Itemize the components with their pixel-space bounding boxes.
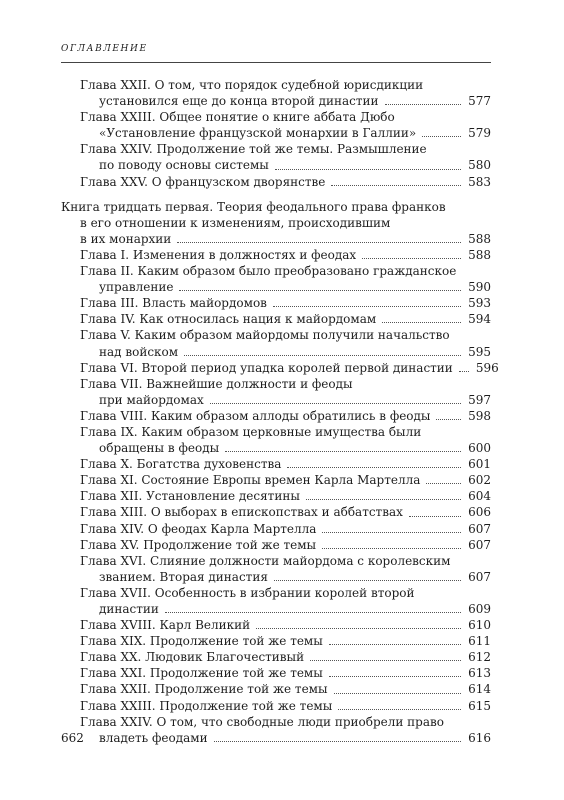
dot-leader [329, 644, 461, 645]
running-head: ОГЛАВЛЕНИЕ [61, 44, 148, 54]
toc-entry-line: Книга тридцать первая. Теория феодального права франков [61, 199, 446, 214]
toc-entry-line: Глава X. Богатства духовенства [80, 457, 282, 472]
dot-leader [275, 169, 461, 170]
toc-entry-title [80, 633, 465, 649]
toc-page-number: 583 [468, 174, 491, 189]
toc-entry-title [80, 311, 465, 327]
dot-leader [329, 676, 461, 677]
toc-entry-line: Глава VIII. Каким образом аллоды обратились в феоды [80, 408, 431, 423]
toc-entry-title [80, 617, 465, 633]
toc-chapter-entry[interactable] [61, 311, 491, 327]
toc-page-number: 610 [468, 618, 491, 633]
toc-page-number: 612 [468, 650, 491, 665]
toc-entry-title [80, 553, 465, 585]
toc-chapter-entry[interactable] [61, 553, 491, 585]
dot-leader [385, 104, 461, 105]
toc-chapter-entry[interactable] [61, 472, 491, 488]
toc-page-number: 607 [468, 569, 491, 584]
toc-entry-title [61, 199, 465, 247]
toc-entry-line: Глава XXII. О том, что порядок судебной юрисдикции [80, 78, 424, 92]
toc-page-number: 611 [468, 634, 491, 649]
dot-leader [214, 741, 461, 742]
toc-entry-title [80, 504, 465, 520]
dot-leader [256, 628, 461, 629]
dot-leader [165, 612, 461, 613]
dot-leader [409, 516, 461, 517]
dot-leader [382, 322, 461, 323]
toc-entry-title [80, 472, 465, 488]
toc-entry-title [80, 698, 465, 714]
toc-entry-title [80, 649, 465, 665]
toc-entry-line: Глава XXV. О французском дворянстве [80, 174, 326, 189]
header-rule [61, 62, 491, 63]
toc-entry-line: Глава XV. Продолжение той же темы [80, 537, 317, 552]
dot-leader [459, 371, 469, 372]
dot-leader [362, 258, 461, 259]
toc-entry-line: по поводу основы системы [99, 158, 269, 173]
toc-page-number: 609 [468, 602, 491, 616]
toc-page-number: 590 [468, 280, 491, 295]
toc-entry-line: Глава IX. Каким образом церковные имущества были [80, 424, 422, 439]
toc-page-number: 607 [468, 537, 491, 552]
toc-chapter-entry[interactable] [61, 424, 491, 456]
toc-page-number: 595 [468, 344, 491, 359]
toc-chapter-entry[interactable] [61, 247, 491, 263]
toc-chapter-entry[interactable] [61, 698, 491, 714]
toc-chapter-entry[interactable] [61, 633, 491, 649]
toc-chapter-entry[interactable] [61, 77, 491, 109]
toc-page-number: 613 [468, 666, 491, 681]
toc-entry-title [80, 174, 465, 190]
toc-entry-line: Глава XIII. О выборах в епископствах и аббатствах [80, 505, 403, 520]
toc-entry-line: обращены в феоды [99, 441, 220, 456]
dot-leader [422, 136, 461, 137]
toc-page-number: 597 [468, 392, 491, 407]
toc-entry-title [80, 681, 465, 697]
dot-leader [331, 185, 461, 186]
dot-leader [210, 403, 461, 404]
toc-chapter-entry[interactable] [61, 456, 491, 472]
toc-entry-line: Глава II. Каким образом было преобразовано гражданское [80, 264, 457, 279]
toc-page-number: 579 [468, 126, 491, 141]
toc-entry-line: Глава IV. Как относилась нация к майордомам [80, 312, 377, 327]
toc-entry-line: Глава XIX. Продолжение той же темы [80, 634, 323, 649]
toc-page-number: 596 [475, 360, 499, 375]
toc-chapter-entry[interactable] [61, 504, 491, 520]
toc-entry-title [80, 714, 465, 746]
toc-page-number: 580 [468, 158, 491, 173]
toc-page-number: 588 [468, 231, 491, 246]
dot-leader [436, 419, 461, 420]
toc-entry-line: Глава XXIV. О том, что свободные люди приобрели право [80, 714, 444, 729]
toc-page-number: 588 [468, 247, 491, 262]
toc-chapter-entry[interactable] [61, 617, 491, 633]
table-of-contents [61, 77, 499, 746]
toc-entry-title [80, 247, 465, 263]
toc-entry-title [80, 263, 465, 295]
dot-leader [177, 242, 461, 243]
toc-entry-line: владеть феодами [99, 730, 208, 745]
dot-leader [225, 451, 461, 452]
toc-entry-line: династии [99, 602, 159, 616]
toc-entry-line: Глава XX. Людовик Благочестивый [80, 650, 305, 665]
toc-entry-line: Глава XI. Состояние Европы времен Карла Мартелла [80, 473, 421, 488]
toc-entry-line: Глава XXII. Продолжение той же темы [80, 682, 328, 697]
toc-entry-line: Глава XVII. Особенность в избрании королей второй [80, 585, 415, 600]
toc-entry-line: Глава XIV. О феодах Карла Мартелла [80, 521, 317, 536]
toc-entry-line: Глава I. Изменения в должностях и феодах [80, 247, 357, 262]
toc-entry-line: в его отношении к изменениям, происходившим [80, 215, 391, 230]
toc-entry-title [80, 141, 465, 173]
toc-page-number: 593 [468, 296, 491, 311]
toc-chapter-entry[interactable] [61, 521, 491, 537]
toc-entry-line: управление [99, 280, 174, 295]
toc-chapter-entry[interactable] [61, 714, 491, 746]
toc-page-number: 604 [468, 489, 491, 504]
toc-page-number: 602 [468, 473, 491, 488]
toc-entry-line: «Установление французской монархии в Галлии» [99, 126, 417, 141]
toc-entry-title [80, 408, 465, 424]
toc-chapter-entry[interactable] [61, 488, 491, 504]
toc-entry-title [80, 585, 465, 617]
toc-entry-title [80, 376, 465, 408]
toc-chapter-entry[interactable] [61, 665, 491, 681]
toc-chapter-entry[interactable] [61, 649, 491, 665]
toc-entry-line: Глава III. Власть майордомов [80, 296, 267, 311]
toc-chapter-entry[interactable] [61, 681, 491, 697]
toc-entry-line: Глава VII. Важнейшие должности и феоды [80, 376, 353, 391]
toc-page-number: 600 [468, 441, 491, 456]
toc-page-number: 577 [468, 94, 491, 109]
toc-page-number: 616 [468, 730, 491, 745]
toc-chapter-entry[interactable] [61, 360, 499, 376]
toc-entry-title [80, 665, 465, 681]
toc-page-number: 607 [468, 521, 491, 536]
dot-leader [338, 709, 461, 710]
toc-entry-line: Глава XXIII. Продолжение той же темы [80, 698, 333, 713]
toc-chapter-entry[interactable] [61, 408, 491, 424]
toc-chapter-entry[interactable] [61, 141, 491, 173]
toc-entry-line: при майордомах [99, 392, 204, 407]
toc-entry-line: над войском [99, 344, 179, 359]
toc-entry-line: Глава XXI. Продолжение той же темы [80, 666, 323, 681]
dot-leader [273, 306, 461, 307]
dot-leader [334, 693, 461, 694]
toc-entry-title [80, 295, 465, 311]
dot-leader [179, 290, 461, 291]
toc-entry-line: Глава XXIV. Продолжение той же темы. Размышление [80, 142, 427, 157]
toc-book-entry[interactable] [61, 199, 491, 247]
toc-entry-line: Глава XVI. Слияние должности майордома с королевским [80, 553, 451, 568]
dot-leader [310, 660, 461, 661]
dot-leader [274, 580, 461, 581]
toc-entry-line: Глава VI. Второй период упадка королей первой династии [80, 360, 453, 375]
toc-chapter-entry[interactable] [61, 327, 491, 359]
dot-leader [287, 467, 461, 468]
toc-entry-title [80, 488, 465, 504]
toc-entry-line: Глава XII. Установление десятины [80, 489, 300, 504]
toc-entry-line: в их монархии [80, 231, 172, 246]
page-number: 662 [61, 731, 84, 745]
toc-chapter-entry[interactable] [61, 537, 491, 553]
toc-entry-line: Глава XVIII. Карл Великий [80, 618, 251, 633]
toc-entry-title [80, 109, 465, 141]
toc-chapter-entry[interactable] [61, 376, 491, 408]
toc-entry-title [80, 456, 465, 472]
toc-entry-line: Глава V. Каким образом майордомы получили начальство [80, 328, 450, 343]
toc-entry-title [80, 360, 473, 376]
toc-page-number: 606 [468, 505, 491, 520]
toc-entry-line: званием. Вторая династия [99, 569, 268, 584]
dot-leader [322, 532, 461, 533]
toc-page-number: 614 [468, 682, 491, 697]
toc-entry-title [80, 327, 465, 359]
toc-entry-line: установился еще до конца второй династии [99, 94, 379, 109]
section-gap [61, 190, 491, 199]
toc-chapter-entry[interactable] [61, 174, 491, 190]
dot-leader [306, 499, 461, 500]
toc-page-number: 598 [468, 408, 491, 423]
dot-leader [322, 548, 461, 549]
dot-leader [426, 483, 461, 484]
toc-entry-title [80, 424, 465, 456]
toc-page-number: 615 [468, 698, 491, 713]
toc-page-number: 594 [468, 312, 491, 327]
toc-chapter-entry[interactable] [61, 585, 491, 617]
toc-chapter-entry[interactable] [61, 295, 491, 311]
toc-entry-title [80, 537, 465, 553]
dot-leader [184, 355, 461, 356]
toc-entry-title [80, 77, 465, 109]
toc-entry-title [80, 521, 465, 537]
toc-chapter-entry[interactable] [61, 109, 491, 141]
toc-chapter-entry[interactable] [61, 263, 491, 295]
toc-entry-line: Глава XXIII. Общее понятие о книге аббата Дюбо [80, 110, 395, 125]
toc-page-number: 601 [468, 457, 491, 472]
